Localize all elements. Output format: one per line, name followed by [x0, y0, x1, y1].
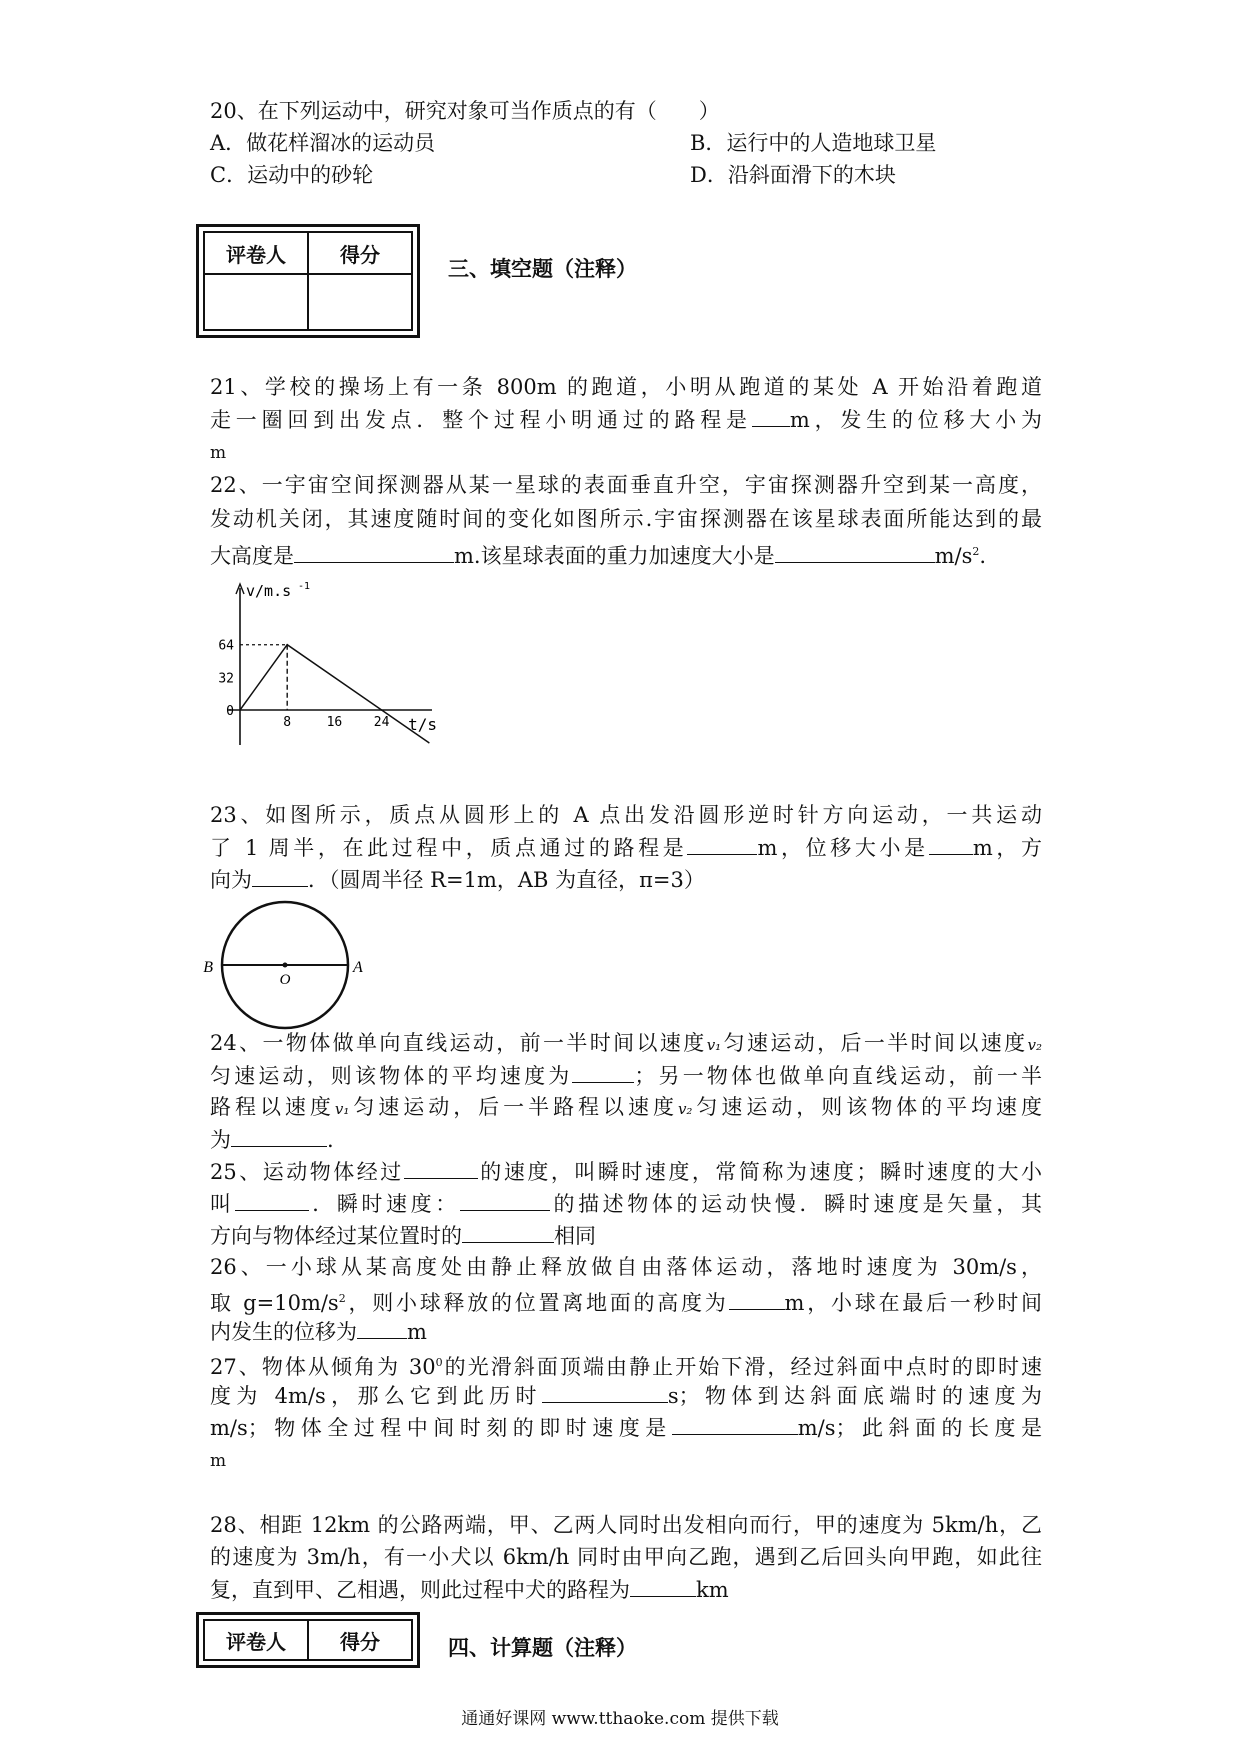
y-axis-label: v/m.s	[246, 582, 292, 600]
q22-line2: 发动机关闭，其速度随时间的变化如图所示.宇宙探测器在该星球表面所能达到的最	[210, 507, 1042, 531]
q22-blank-gravity[interactable]	[775, 540, 935, 563]
x-tick-label: 8	[283, 715, 292, 730]
q22-line1: 22、一宇宙空间探测器从某一星球的表面垂直升空，宇宙探测器升空到某一高度，	[210, 473, 1042, 497]
q26-line3: 内发生的位移为 m	[210, 1316, 1042, 1347]
label-a: A	[353, 959, 363, 976]
q28-line1: 28、相距 12km 的公路两端，甲、乙两人同时出发相向而行，甲的速度为 5km/h，乙	[210, 1513, 1042, 1537]
grading-table-2	[196, 1612, 420, 1668]
q23-line3: 向为 ．（圆周半径 R=1m，AB 为直径，π=3）	[210, 864, 1042, 895]
q28-line2: 的速度为 3m/h，有一小犬以 6km/h 同时由甲向乙跑，遇到乙后回头向甲跑，如此往	[210, 1545, 1042, 1569]
score-header: 得分	[308, 1620, 412, 1660]
q26-line2: 取 $g=10m/s^2$，则小球释放的位置离地面的高度为 m，小球在最后一秒时间	[210, 1284, 1042, 1318]
q20-option-b: B．运行中的人造地球卫星	[690, 131, 937, 155]
q21-blank-distance[interactable]	[752, 404, 790, 427]
q28-line3: 复，直到甲、乙相遇，则此过程中犬的路程为 km	[210, 1574, 1042, 1605]
q27-line1: 27、物体从倾角为 $30^0$的光滑斜面顶端由静止开始下滑，经过斜面中点时的即时速	[210, 1355, 1042, 1379]
y-tick-label: 32	[218, 671, 234, 687]
center-point	[283, 963, 288, 968]
section-title-calculation: 四、计算题（注释）	[448, 1636, 637, 1660]
section-title-fill-in: 三、填空题（注释）	[448, 257, 637, 281]
q26-blank-height[interactable]	[729, 1287, 785, 1310]
x-tick-label: 24	[373, 715, 390, 730]
q25-blank-1[interactable]	[404, 1156, 478, 1179]
x-tick-label: 16	[326, 715, 343, 730]
q25-line3: 方向与物体经过某位置时的 相同	[210, 1220, 1042, 1251]
y-axis-label-sup: -1	[298, 581, 311, 592]
footer-source: 通通好课网 www.tthaoke.com 提供下载	[461, 1709, 779, 1729]
q24-blank-avg-time[interactable]	[572, 1060, 634, 1083]
y-tick-label: 64	[218, 638, 234, 654]
label-b: B	[203, 959, 213, 976]
q23-line1: 23、如图所示，质点从圆形上的 A 点出发沿圆形逆时针方向运动，一共运动	[210, 803, 1042, 827]
q23-blank-path[interactable]	[687, 832, 757, 855]
q27-blank-time[interactable]	[542, 1380, 668, 1403]
symbol-v1: v₁	[706, 1036, 722, 1054]
q21-line2: 走一圈回到出发点．整个过程小明通过的路程是 m，发生的位移大小为	[210, 404, 1042, 435]
data-point	[381, 709, 383, 711]
q26-line1: 26、一小球从某高度处由静止释放做自由落体运动，落地时速度为 30m/s，	[210, 1255, 1042, 1279]
q23-line2: 了 1 周半，在此过程中，质点通过的路程是 m，位移大小是 m，方	[210, 832, 1042, 863]
q25-blank-4[interactable]	[462, 1220, 554, 1243]
q20-option-d: D．沿斜面滑下的木块	[690, 163, 896, 187]
q25-blank-3[interactable]	[460, 1188, 550, 1211]
circle-diagram	[205, 900, 375, 1030]
q24-line4: 为 .	[210, 1124, 1042, 1155]
q27-line3: m/s；物体全过程中间时刻的即时速度是 m/s；此斜面的长度是	[210, 1412, 1042, 1443]
q22-blank-height[interactable]	[294, 540, 454, 563]
velocity-time-chart	[200, 580, 460, 755]
q27-line2: 度为 4m/s，那么它到此历时 s；物体到达斜面底端时的速度为	[210, 1380, 1042, 1411]
x-axis-label: t/s	[408, 715, 438, 734]
q26-blank-last-second[interactable]	[357, 1316, 407, 1339]
score-cell[interactable]	[308, 274, 412, 330]
label-o: O	[279, 972, 291, 988]
grader-header: 评卷人	[204, 1620, 308, 1660]
data-point	[239, 709, 241, 711]
symbol-v2: v₂	[1027, 1036, 1042, 1054]
q21-line1: 21、学校的操场上有一条 800m 的跑道，小明从跑道的某处 A 开始沿着跑道	[210, 375, 1042, 399]
q21-line3: m	[210, 443, 227, 463]
q24-line2: 匀速运动，则该物体的平均速度为 ；另一物体也做单向直线运动，前一半	[210, 1060, 1042, 1091]
q25-line1: 25、运动物体经过 的速度，叫瞬时速度，常简称为速度；瞬时速度的大小	[210, 1156, 1042, 1187]
q22-line3: 大高度是 m.该星球表面的重力加速度大小是 $m/s^2$.	[210, 537, 1042, 571]
q24-line1: 24、一物体做单向直线运动，前一半时间以速度v₁匀速运动，后一半时间以速度v₂	[210, 1031, 1042, 1055]
q27-line4: m	[210, 1451, 227, 1471]
grader-header: 评卷人	[204, 232, 308, 274]
q23-blank-direction[interactable]	[252, 864, 308, 887]
q27-blank-mid-velocity[interactable]	[672, 1412, 798, 1435]
q23-blank-displacement[interactable]	[929, 832, 973, 855]
q20-option-a: A．做花样溜冰的运动员	[210, 131, 436, 155]
x-tick-label: 0	[226, 704, 234, 719]
score-header: 得分	[308, 232, 412, 274]
grader-cell[interactable]	[204, 274, 308, 330]
q28-blank-dog-path[interactable]	[630, 1574, 696, 1597]
q25-line2: 叫 ．瞬时速度： 的描述物体的运动快慢．瞬时速度是矢量，其	[210, 1188, 1042, 1219]
grading-table	[196, 224, 420, 338]
q20-option-c: C．运动中的砂轮	[210, 163, 374, 187]
q24-line3: 路程以速度v₁匀速运动，后一半路程以速度v₂匀速运动，则该物体的平均速度	[210, 1095, 1043, 1119]
data-point	[286, 644, 288, 646]
q25-blank-2[interactable]	[235, 1188, 309, 1211]
q20-stem: 20、在下列运动中，研究对象可当作质点的有（ ）	[210, 99, 720, 123]
data-point	[428, 742, 430, 744]
q24-blank-avg-distance[interactable]	[231, 1124, 327, 1147]
